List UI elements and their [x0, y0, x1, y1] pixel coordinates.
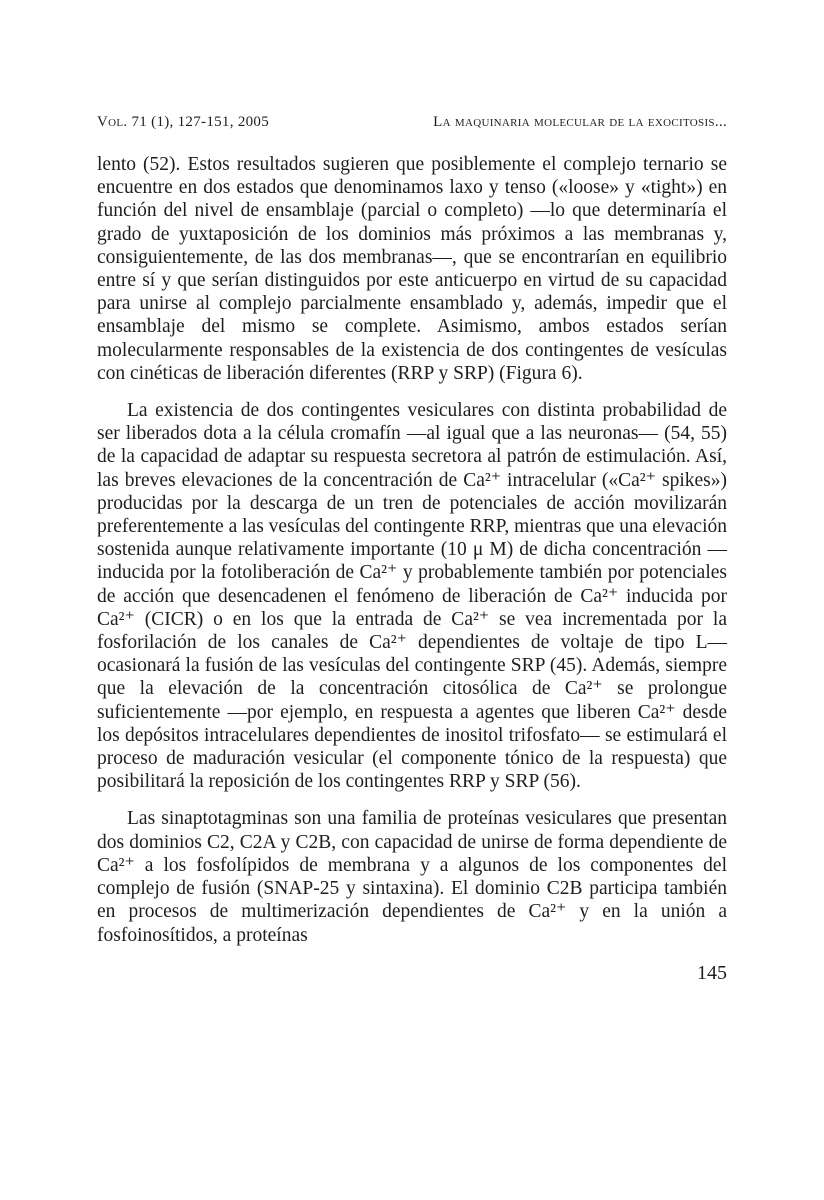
article-running-title: La maquinaria molecular de la exocitosis... [433, 114, 727, 130]
page-number: 145 [697, 962, 727, 984]
paragraph-3: Las sinaptotagminas son una familia de proteínas vesiculares que presentan dos dominios C2, C2A y C2B, con capacidad de unirse de forma dependiente de Ca²⁺ a los fosfolípidos de membrana y a algunos de los componentes del complejo de fusión (SNAP-25 y sintaxina). El dominio C2B participa también en procesos de multimerización dependientes de Ca²⁺ y en la unión a fosfoinosítidos, a proteínas [97, 808, 727, 946]
journal-volume-citation: Vol. 71 (1), 127-151, 2005 [97, 114, 270, 130]
paragraph-1: lento (52). Estos resultados sugieren que posiblemente el complejo ternario se encuentre en dos estados que denominamos laxo y tenso («loose» y «tight») en función del nivel de ensamblaje (parcial o completo) —lo que determinaría el grado de yuxtaposición de los dominios más próximos a las membranas y, consiguientemente, de las dos membranas—, que se encontrarían en equilibrio entre sí y que serían distinguidos por este anticuerpo en virtud de su capacidad para unirse al complejo parcialmente ensamblado y, además, impedir que el ensamblaje del mismo se complete. Asimismo, ambos estados serían molecularmente responsables de la existencia de dos contingentes de vesículas con cinéticas de liberación diferentes (RRP y SRP) (Figura 6). [97, 154, 727, 384]
paragraph-2: La existencia de dos contingentes vesiculares con distinta probabilidad de ser liberados dota a la célula cromafín —al igual que a las neuronas— (54, 55) de la capacidad de adaptar su respuesta secretora al patrón de estimulación. Así, las breves elevaciones de la concentración de Ca²⁺ intracelular («Ca²⁺ spikes») producidas por la descarga de un tren de potenciales de acción movilizarán preferentemente a las vesículas del contingente RRP, mientras que una elevación sostenida aunque relativamente importante (10 μ M) de dicha concentración —inducida por la fotoliberación de Ca²⁺ y probablemente también por potenciales de acción que desencadenen el fenómeno de liberación de Ca²⁺ inducida por Ca²⁺ (CICR) o en los que la entrada de Ca²⁺ se vea incrementada por la fosforilación de los canales de Ca²⁺ dependientes de voltaje de tipo L— ocasionará la fusión de las vesículas del contingente SRP (45). Además, siempre que la elevación de la concentración citosólica de Ca²⁺ se prolongue suficientemente —por ejemplo, en respuesta a agentes que liberen Ca²⁺ desde los depósitos intracelulares dependientes de inositol trifosfato— se estimulará el proceso de maduración vesicular (el componente tónico de la respuesta) que posibilitará la reposición de los contingentes RRP y SRP (56). [97, 400, 727, 793]
running-header [97, 114, 727, 134]
body-text [97, 153, 727, 961]
